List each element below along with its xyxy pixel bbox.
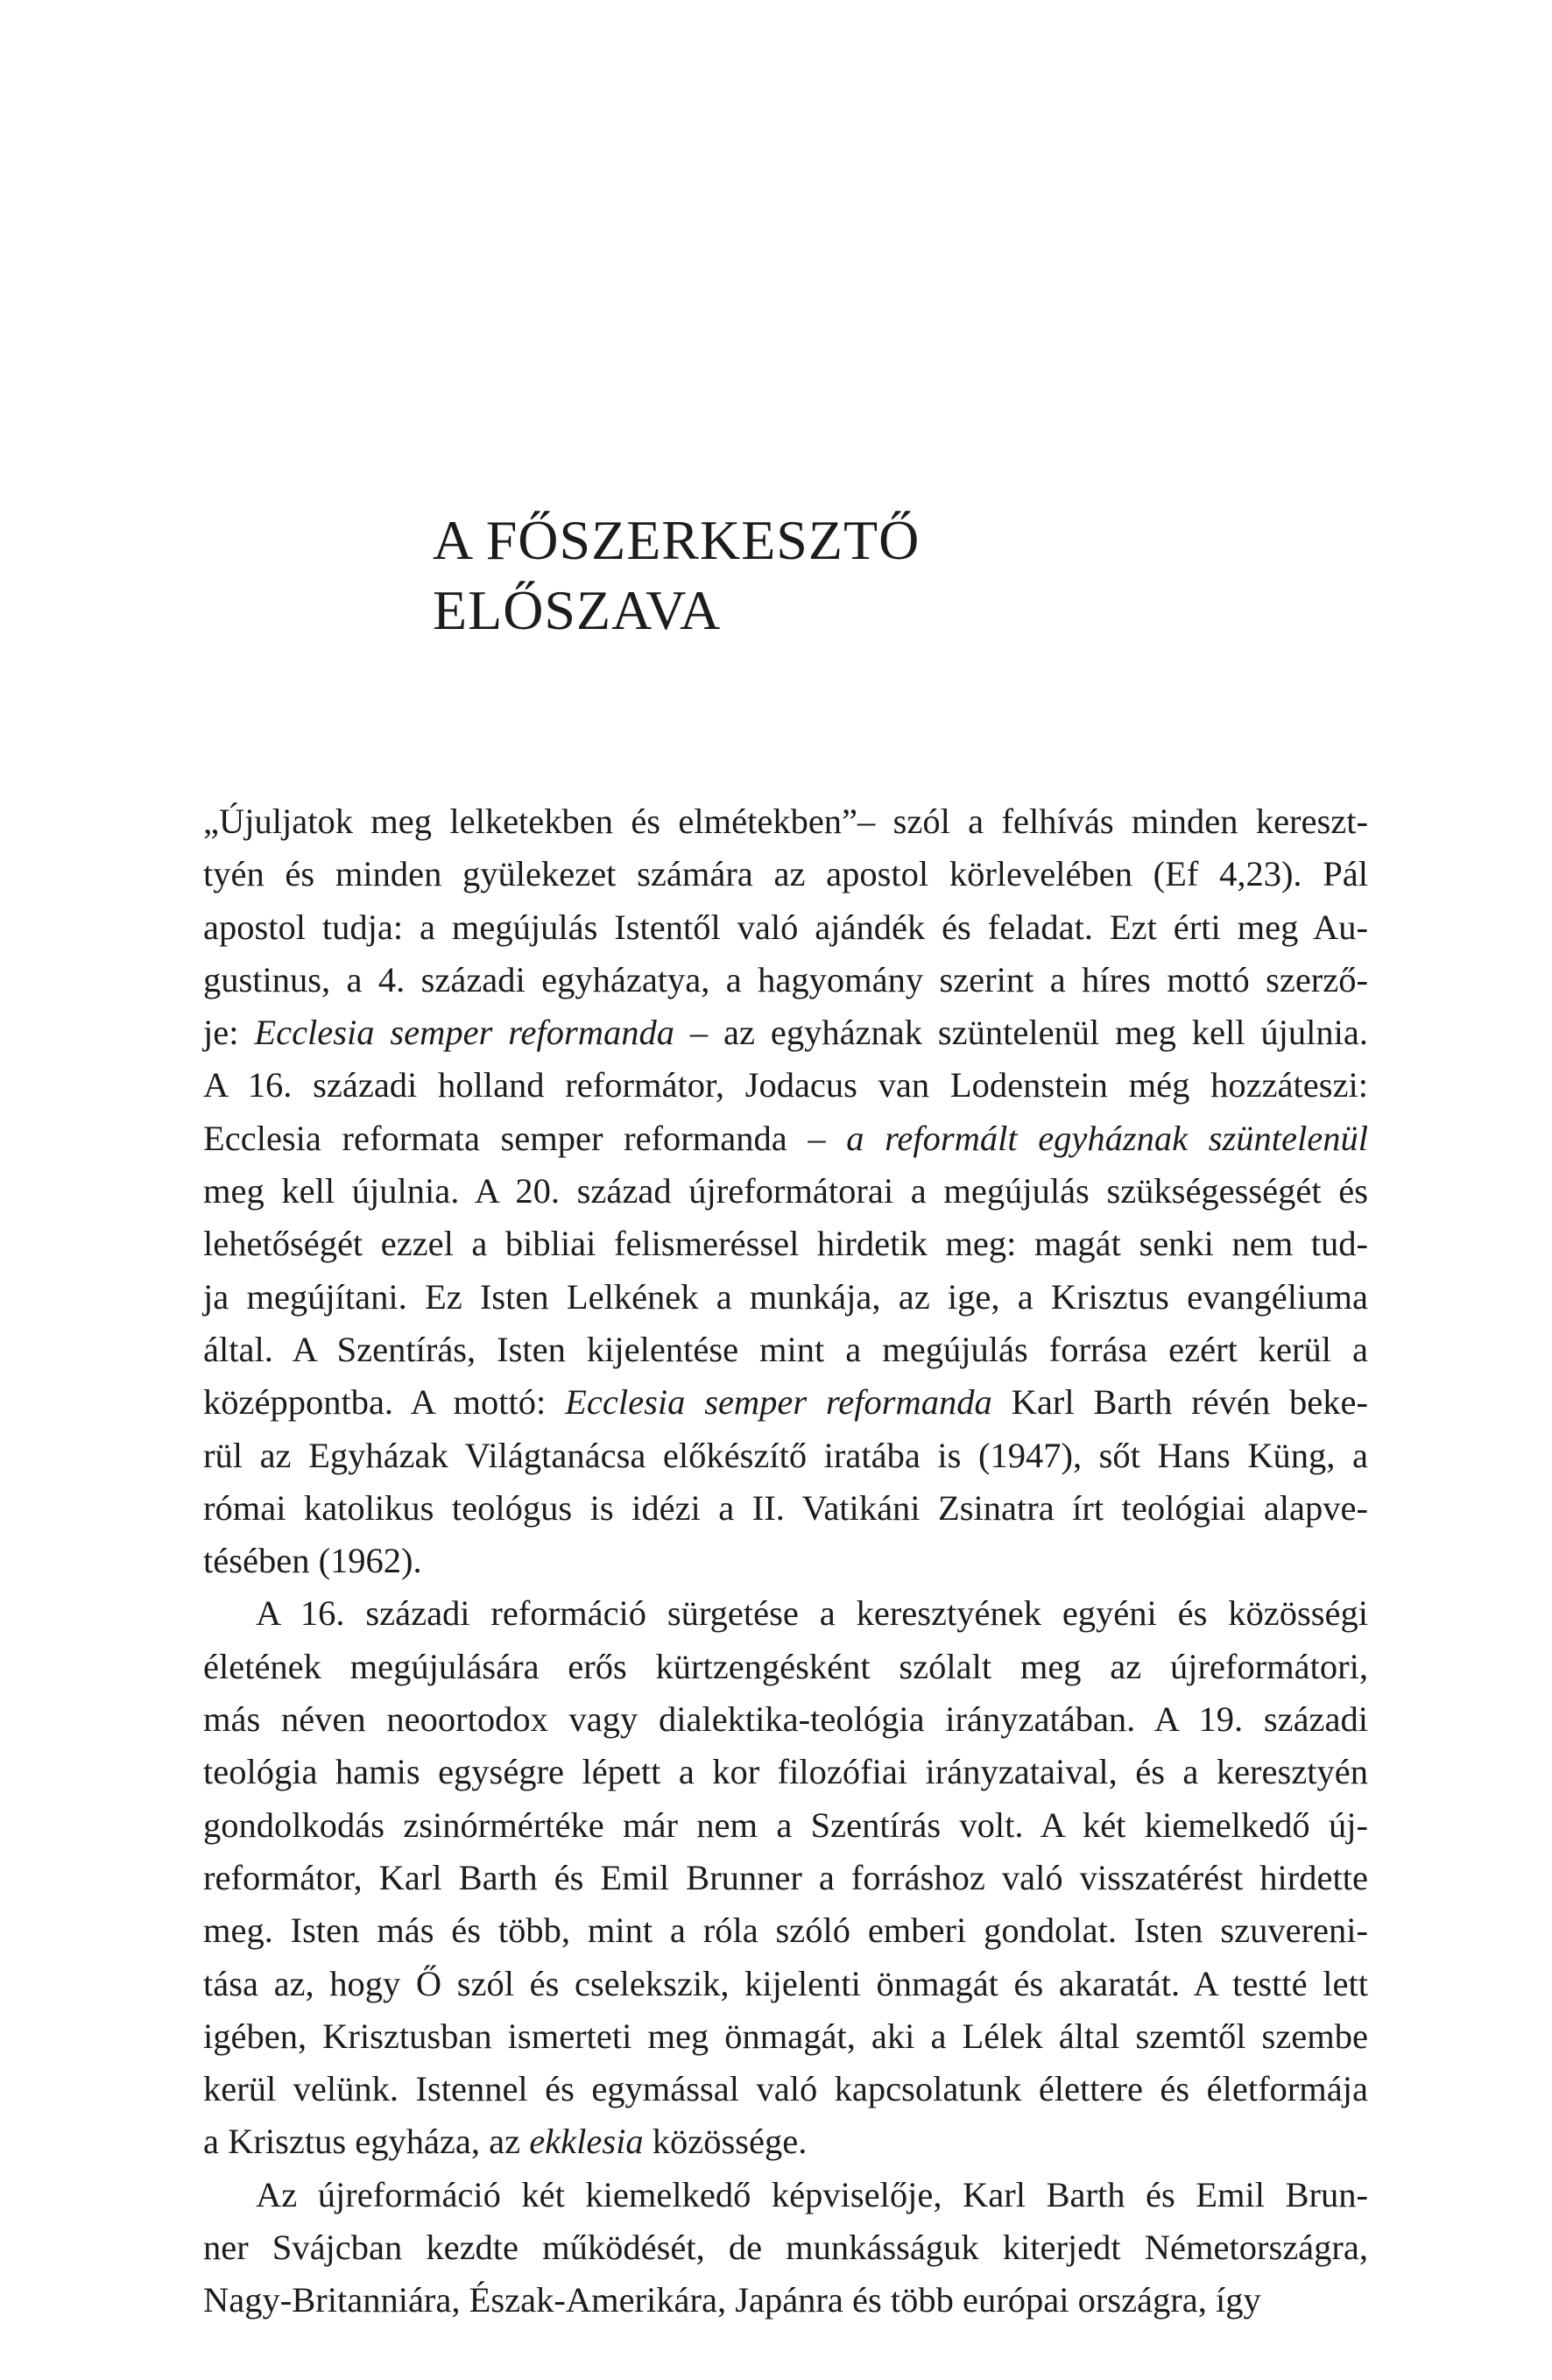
text-line [203,1218,1368,1270]
italic-phrase: ekklesia [529,2122,644,2162]
text-run: római katolikus teológus is idézi a II. Vatikáni Zsinatra írt teológiai alapve- [203,1487,1368,1528]
text-line [203,2274,1368,2327]
text-line [203,1006,1368,1059]
text-run: meg. Isten más és több, mint a róla szóló emberi gondolat. Isten szuvereni- [203,1910,1368,1951]
chapter-title-line-1: A FŐSZERKESZTŐ [433,508,921,571]
body-text [203,795,1368,2327]
text-run: tyén és minden gyülekezet számára az apostol körlevelében (Ef 4,23). Pál [203,854,1368,894]
text-line [203,1059,1368,1112]
italic-phrase: Ecclesia semper reformanda [565,1382,992,1423]
text-line [203,2010,1368,2063]
text-run: Ecclesia reformata semper reformanda [203,1118,787,1158]
text-line [203,795,1368,848]
text-line [203,1746,1368,1798]
text-run: „Újuljatok meg lelketekben és elmétekben”– szól a felhívás minden kereszt- [203,802,1368,841]
text-line [203,1958,1368,2010]
text-run: kerül velünk. Istennel és egymással való kapcsolatunk élettere és életformája [203,2069,1368,2109]
text-line [203,1852,1368,1904]
text-run: teológia hamis egységre lépett a kor filozófiai irányzataival, és a keresztyén [203,1752,1368,1792]
text-run: A 16. századi holland reformátor, Jodacus van Lodenstein még hozzáteszi: [203,1065,1368,1105]
text-line [203,1271,1368,1324]
text-line [203,2221,1368,2274]
text-run: – az egyháznak szüntelenül meg kell újulnia. [674,1013,1368,1053]
text-line [203,1587,1368,1640]
text-line [203,954,1368,1006]
text-run: középpontba. A mottó: [203,1382,566,1423]
text-line [203,901,1368,954]
text-line [203,1693,1368,1746]
text-run: gustinus, a 4. századi egyházatya, a hagyomány szerint a híres mottó szerző- [203,959,1368,999]
text-run: rül az Egyházak Világtanácsa előkészítő iratába is (1947), sőt Hans Küng, a [203,1435,1368,1475]
text-run: által. A Szentírás, Isten kijelentése mint a megújulás forrása ezért kerül a [203,1329,1368,1369]
text-run: más néven neoortodox vagy dialektika-teológia irányzatában. A 19. századi [203,1699,1368,1740]
text-run: je: [203,1013,255,1053]
chapter-title-line-2: ELŐSZAVA [433,578,722,641]
text-run: apostol tudja: a megújulás Istentől való ajándék és feladat. Ezt érti meg Au- [203,907,1368,947]
italic-phrase: Ecclesia semper reformanda [254,1013,675,1053]
text-line [203,1165,1368,1218]
text-line [203,2169,1368,2221]
text-run: lehetőségét ezzel a bibliai felismeréssel hirdetik meg: magát senki nem tud- [203,1224,1368,1264]
text-run: reformátor, Karl Barth és Emil Brunner a forráshoz való visszatérést hirdette [203,1857,1368,1897]
text-run: életének megújulására erős kürtzengésként szólalt meg az újreformátori, [203,1646,1368,1686]
text-run: Nagy-Britanniára, Észak-Amerikára, Japánra és több európai országra, így [203,2280,1261,2320]
text-run: ja megújítani. Ez Isten Lelkének a munkája, az ige, a Krisztus evangéliuma [203,1276,1368,1317]
text-line [203,1112,1368,1165]
chapter-title [433,505,1396,646]
text-line [203,1324,1368,1376]
text-run: ner Svájcban kezdte működését, de munkásságuk kiterjedt Németországra, [203,2228,1368,2268]
text-line [203,1799,1368,1852]
text-run: meg kell újulnia. A 20. század újreformátorai a megújulás szükségességét és [203,1171,1368,1211]
text-run: A 16. századi reformáció sürgetése a keresztyének egyéni és közösségi [256,1593,1368,1634]
text-run: Az újreformáció két kiemelkedő képviselője, Karl Barth és Emil Brun- [256,2174,1368,2214]
text-line [203,1430,1368,1482]
text-line [203,1376,1368,1429]
text-run: gondolkodás zsinórmértéke már nem a Szentírás volt. A két kiemelkedő új- [203,1804,1368,1845]
text-run: igében, Krisztusban ismerteti meg önmagát, aki a Lélek által szemtől szembe [203,2016,1368,2056]
text-line [203,2115,1368,2168]
text-line [203,1641,1368,1693]
text-run: tésében (1962). [203,1541,422,1581]
text-run: Karl Barth révén beke- [991,1382,1368,1423]
text-line [203,1535,1368,1587]
text-line [203,2063,1368,2115]
text-run: közössége. [643,2122,808,2162]
text-line [203,1904,1368,1957]
text-line [203,1482,1368,1535]
text-run: a Krisztus egyháza, az [203,2122,530,2162]
text-run: tása az, hogy Ő szól és cselekszik, kijelenti önmagát és akaratát. A testté lett [203,1963,1368,2003]
text-line [203,848,1368,900]
italic-phrase: – a reformált egyháznak szüntelenül [787,1118,1368,1158]
